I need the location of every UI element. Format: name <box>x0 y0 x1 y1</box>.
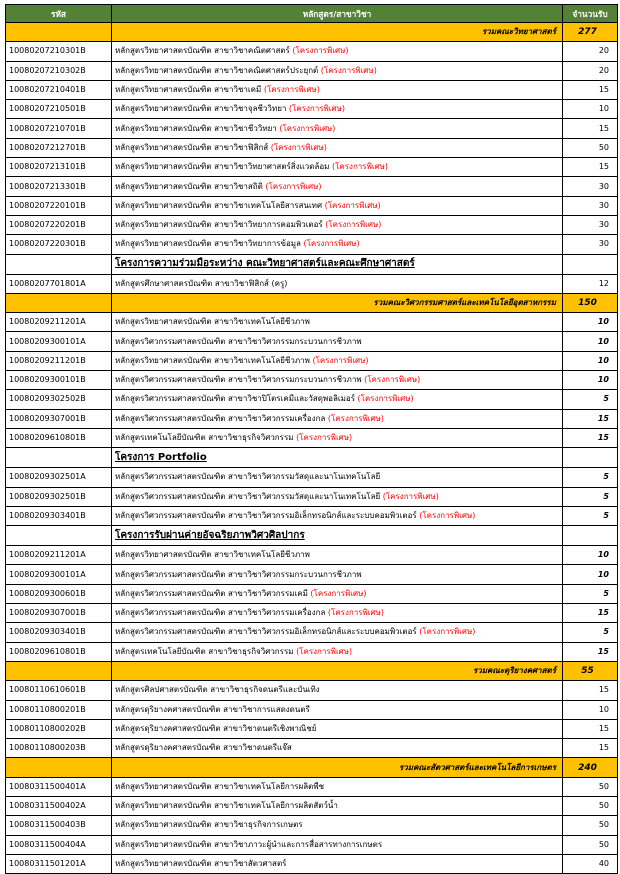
program-name: หลักสูตรวิทยาศาสตรบัณฑิต สาขาวิชาเทคโนโลยีชีวภาพ <box>115 550 310 560</box>
table-header-row <box>6 5 618 23</box>
program-name-cell <box>112 332 563 351</box>
program-name-cell <box>112 61 563 80</box>
program-name-cell <box>112 565 563 584</box>
section-seats-cell <box>563 448 618 468</box>
table-row <box>6 158 618 177</box>
program-name: หลักสูตรวิศวกรรมศาสตรบัณฑิต สาขาวิชาวิศวกรรมอิเล็กทรอนิกส์และระบบคอมพิวเตอร์ <box>115 510 420 520</box>
program-name: หลักสูตรวิศวกรรมศาสตรบัณฑิต สาขาวิชาปิโตรเคมีและวัสดุพอลิเมอร์ <box>115 394 358 404</box>
program-code: 10080311500403B <box>6 816 112 835</box>
seat-count: 15 <box>563 719 618 738</box>
program-code: 10080209300101B <box>6 371 112 390</box>
program-name: หลักสูตรวิทยาศาสตรบัณฑิต สาขาวิชาคณิตศาสตร์ประยุกต์ <box>115 65 321 75</box>
program-name-cell <box>112 42 563 61</box>
table-row <box>6 428 618 447</box>
seat-count: 5 <box>563 487 618 506</box>
total-code-cell <box>6 661 112 680</box>
special-program-tag: (โครงการพิเศษ) <box>296 433 353 443</box>
table-row <box>6 681 618 700</box>
special-program-tag: (โครงการพิเศษ) <box>265 181 322 191</box>
table-row <box>6 332 618 351</box>
table-row <box>6 584 618 603</box>
program-code: 10080209211201A <box>6 313 112 332</box>
program-code: 10080209300101A <box>6 332 112 351</box>
program-code: 10080207213101B <box>6 158 112 177</box>
program-name: หลักสูตรดุริยางคศาสตรบัณฑิต สาขาวิชาดนตรีแจ๊ส <box>115 743 292 753</box>
table-row <box>6 835 618 854</box>
program-name-cell <box>112 546 563 565</box>
section-header-row <box>6 526 618 546</box>
section-title: โครงการ Portfolio <box>112 448 563 468</box>
seat-count: 15 <box>563 642 618 661</box>
program-name-cell <box>112 215 563 234</box>
program-code: 10080209302502B <box>6 390 112 409</box>
program-name-cell <box>112 681 563 700</box>
special-program-tag: (โครงการพิเศษ) <box>364 375 421 385</box>
program-name: หลักสูตรวิทยาศาสตรบัณฑิต สาขาวิชาสัตวศาสตร์ <box>115 859 287 869</box>
seat-count: 40 <box>563 854 618 873</box>
program-code: 10080311501201A <box>6 854 112 873</box>
program-name-cell <box>112 468 563 487</box>
table-row <box>6 719 618 738</box>
table-row <box>6 487 618 506</box>
program-name: หลักสูตรวิทยาศาสตรบัณฑิต สาขาวิชาชีววิทยา <box>115 123 280 133</box>
program-name: หลักสูตรดุริยางคศาสตรบัณฑิต สาขาวิชาการแสดงดนตรี <box>115 704 310 714</box>
table-row <box>6 468 618 487</box>
program-name-cell <box>112 371 563 390</box>
table-row <box>6 100 618 119</box>
seat-count: 15 <box>563 158 618 177</box>
seat-count: 50 <box>563 777 618 796</box>
seat-count: 10 <box>563 371 618 390</box>
special-program-tag: (โครงการพิเศษ) <box>279 123 336 133</box>
seat-count: 15 <box>563 409 618 428</box>
program-name-cell <box>112 623 563 642</box>
seat-count: 15 <box>563 428 618 447</box>
program-name: หลักสูตรศิลปศาสตรบัณฑิต สาขาวิชาธุรกิจดนตรีและบันเทิง <box>115 685 320 695</box>
faculty-total-row <box>6 293 618 312</box>
header-program: หลักสูตร/สาขาวิชา <box>112 5 563 23</box>
program-name: หลักสูตรวิศวกรรมศาสตรบัณฑิต สาขาวิชาวิศวกรรมอิเล็กทรอนิกส์และระบบคอมพิวเตอร์ <box>115 627 420 637</box>
seat-count: 30 <box>563 215 618 234</box>
program-name-cell <box>112 604 563 623</box>
special-program-tag: (โครงการพิเศษ) <box>325 220 382 230</box>
program-name: หลักสูตรวิทยาศาสตรบัณฑิต สาขาวิชาเทคโนโลยีสารสนเทศ <box>115 200 325 210</box>
table-row <box>6 854 618 873</box>
table-row <box>6 642 618 661</box>
program-name: หลักสูตรวิทยาศาสตรบัณฑิต สาขาวิชาเทคโนโลยีการผลิตสัตว์น้ำ <box>115 801 338 811</box>
program-name: หลักสูตรวิทยาศาสตรบัณฑิต สาขาวิชาวิทยาการคอมพิวเตอร์ <box>115 220 326 230</box>
program-code: 10080207220201B <box>6 215 112 234</box>
table-row <box>6 546 618 565</box>
program-name: หลักสูตรวิศวกรรมศาสตรบัณฑิต สาขาวิชาวิศวกรรมกระบวนการชีวภาพ <box>115 569 362 579</box>
program-code: 10080207210401B <box>6 80 112 99</box>
table-row <box>6 816 618 835</box>
seat-count: 12 <box>563 274 618 293</box>
seat-count: 20 <box>563 61 618 80</box>
program-code: 10080209300101A <box>6 565 112 584</box>
section-title: โครงการรับผ่านค่ายอัจฉริยภาพวิศวศิลปากร <box>112 526 563 546</box>
table-row <box>6 119 618 138</box>
program-code: 10080209303401B <box>6 623 112 642</box>
seat-count: 10 <box>563 100 618 119</box>
program-name-cell <box>112 158 563 177</box>
seat-count: 10 <box>563 313 618 332</box>
program-name-cell <box>112 80 563 99</box>
program-name-cell <box>112 642 563 661</box>
program-code: 10080209303401B <box>6 506 112 525</box>
seat-count: 15 <box>563 119 618 138</box>
table-row <box>6 777 618 796</box>
special-program-tag: (โครงการพิเศษ) <box>382 491 439 501</box>
program-name: หลักสูตรวิศวกรรมศาสตรบัณฑิต สาขาวิชาวิศวกรรมวัสดุและนาโนเทคโนโลยี <box>115 472 381 482</box>
special-program-tag: (โครงการพิเศษ) <box>419 510 476 520</box>
program-name: หลักสูตรวิศวกรรมศาสตรบัณฑิต สาขาวิชาวิศวกรรมเครื่องกล <box>115 413 328 423</box>
table-row <box>6 215 618 234</box>
program-name: หลักสูตรวิทยาศาสตรบัณฑิต สาขาวิชาฟิสิกส์ <box>115 142 271 152</box>
special-program-tag: (โครงการพิเศษ) <box>270 142 327 152</box>
program-name: หลักสูตรเทคโนโลยีบัณฑิต สาขาวิชาธุรกิจวิศวกรรม <box>115 433 297 443</box>
seat-count: 20 <box>563 42 618 61</box>
program-name-cell <box>112 351 563 370</box>
program-code: 10080110800202B <box>6 719 112 738</box>
special-program-tag: (โครงการพิเศษ) <box>263 85 320 95</box>
table-row <box>6 506 618 525</box>
program-name-cell <box>112 313 563 332</box>
special-program-tag: (โครงการพิเศษ) <box>292 46 349 56</box>
program-code: 10080207220101B <box>6 196 112 215</box>
faculty-total-label: รวมคณะวิทยาศาสตร์ <box>112 23 563 42</box>
program-name-cell <box>112 739 563 758</box>
table-row <box>6 409 618 428</box>
program-code: 10080209307001B <box>6 604 112 623</box>
program-code: 10080207210302B <box>6 61 112 80</box>
program-name: หลักสูตรวิทยาศาสตรบัณฑิต สาขาวิชาวิทยาการข้อมูล <box>115 239 304 249</box>
admission-table <box>5 4 618 874</box>
program-code: 10080209307001B <box>6 409 112 428</box>
section-header-row <box>6 448 618 468</box>
seat-count: 50 <box>563 138 618 157</box>
program-name-cell <box>112 235 563 254</box>
program-code: 10080207213301B <box>6 177 112 196</box>
table-row <box>6 371 618 390</box>
program-name: หลักสูตรวิทยาศาสตรบัณฑิต สาขาวิชาเทคโนโลยีการผลิตพืช <box>115 781 325 791</box>
program-name: หลักสูตรวิทยาศาสตรบัณฑิต สาขาวิชาจุลชีววิทยา <box>115 104 289 114</box>
program-code: 10080209211201A <box>6 546 112 565</box>
section-title: โครงการความร่วมมือระหว่าง คณะวิทยาศาสตร์และคณะศึกษาศาสตร์ <box>112 254 563 274</box>
table-row <box>6 351 618 370</box>
program-name-cell <box>112 196 563 215</box>
program-code: 10080110610601B <box>6 681 112 700</box>
seat-count: 30 <box>563 196 618 215</box>
program-name-cell <box>112 816 563 835</box>
program-code: 10080209302501B <box>6 487 112 506</box>
special-program-tag: (โครงการพิเศษ) <box>357 394 414 404</box>
seat-count: 10 <box>563 565 618 584</box>
table-body <box>6 23 618 874</box>
faculty-total-row <box>6 661 618 680</box>
faculty-total-value: 150 <box>563 293 618 312</box>
seat-count: 10 <box>563 700 618 719</box>
program-name-cell <box>112 409 563 428</box>
seat-count: 10 <box>563 332 618 351</box>
program-name-cell <box>112 138 563 157</box>
seat-count: 30 <box>563 235 618 254</box>
special-program-tag: (โครงการพิเศษ) <box>324 200 381 210</box>
table-row <box>6 196 618 215</box>
seat-count: 50 <box>563 835 618 854</box>
admission-table-wrapper <box>5 4 617 874</box>
seat-count: 10 <box>563 351 618 370</box>
special-program-tag: (โครงการพิเศษ) <box>327 608 384 618</box>
seat-count: 5 <box>563 390 618 409</box>
faculty-total-value: 240 <box>563 758 618 777</box>
section-code-cell <box>6 448 112 468</box>
program-name-cell <box>112 700 563 719</box>
total-code-cell <box>6 293 112 312</box>
program-code: 10080311500401A <box>6 777 112 796</box>
program-name: หลักสูตรวิทยาศาสตรบัณฑิต สาขาวิชาคณิตศาสตร์ <box>115 46 293 56</box>
special-program-tag: (โครงการพิเศษ) <box>288 104 346 114</box>
faculty-total-value: 277 <box>563 23 618 42</box>
special-program-tag: (โครงการพิเศษ) <box>303 239 360 249</box>
program-name-cell <box>112 719 563 738</box>
seat-count: 50 <box>563 816 618 835</box>
table-row <box>6 177 618 196</box>
table-row <box>6 42 618 61</box>
seat-count: 15 <box>563 681 618 700</box>
table-row <box>6 565 618 584</box>
program-code: 10080311500404A <box>6 835 112 854</box>
program-code: 10080110800201B <box>6 700 112 719</box>
special-program-tag: (โครงการพิเศษ) <box>310 588 367 598</box>
program-name-cell <box>112 796 563 815</box>
program-code: 10080209610801B <box>6 428 112 447</box>
seat-count: 5 <box>563 468 618 487</box>
program-name: หลักสูตรเทคโนโลยีบัณฑิต สาขาวิชาธุรกิจวิศวกรรม <box>115 646 297 656</box>
program-name: หลักสูตรวิทยาศาสตรบัณฑิต สาขาวิชาเทคโนโลยีชีวภาพ <box>115 355 313 365</box>
program-name-cell <box>112 100 563 119</box>
section-code-cell <box>6 526 112 546</box>
program-name: หลักสูตรวิทยาศาสตรบัณฑิต สาขาวิชาสถิติ <box>115 181 266 191</box>
program-name: หลักสูตรวิศวกรรมศาสตรบัณฑิต สาขาวิชาวิศวกรรมวัสดุและนาโนเทคโนโลยี <box>115 491 383 501</box>
program-name: หลักสูตรวิศวกรรมศาสตรบัณฑิต สาขาวิชาวิศวกรรมกระบวนการชีวภาพ <box>115 336 362 346</box>
faculty-total-label: รวมคณะวิศวกรรมศาสตร์และเทคโนโลยีอุตสาหกรรม <box>112 293 563 312</box>
seat-count: 5 <box>563 623 618 642</box>
seat-count: 15 <box>563 739 618 758</box>
program-name-cell <box>112 177 563 196</box>
program-name-cell <box>112 584 563 603</box>
program-name: หลักสูตรวิทยาศาสตรบัณฑิต สาขาวิชาภาวะผู้นำและการสื่อสารทางการเกษตร <box>115 839 383 849</box>
total-code-cell <box>6 23 112 42</box>
seat-count: 5 <box>563 584 618 603</box>
faculty-total-row <box>6 758 618 777</box>
table-row <box>6 604 618 623</box>
special-program-tag: (โครงการพิเศษ) <box>419 627 476 637</box>
table-row <box>6 796 618 815</box>
table-row <box>6 235 618 254</box>
header-seats: จำนวนรับ <box>563 5 618 23</box>
seat-count: 15 <box>563 604 618 623</box>
program-code: 10080110800203B <box>6 739 112 758</box>
program-name: หลักสูตรวิศวกรรมศาสตรบัณฑิต สาขาวิชาวิศวกรรมเครื่องกล <box>115 608 328 618</box>
special-program-tag: (โครงการพิเศษ) <box>296 646 353 656</box>
program-name-cell <box>112 854 563 873</box>
program-code: 10080207210501B <box>6 100 112 119</box>
program-name: หลักสูตรวิศวกรรมศาสตรบัณฑิต สาขาวิชาวิศวกรรมกระบวนการชีวภาพ <box>115 375 365 385</box>
program-name-cell <box>112 835 563 854</box>
section-seats-cell <box>563 254 618 274</box>
program-code: 10080209302501A <box>6 468 112 487</box>
program-name-cell <box>112 487 563 506</box>
section-seats-cell <box>563 526 618 546</box>
table-row <box>6 61 618 80</box>
program-code: 10080209610801B <box>6 642 112 661</box>
table-row <box>6 623 618 642</box>
table-row <box>6 739 618 758</box>
program-code: 10080207701801A <box>6 274 112 293</box>
program-code: 10080209300601B <box>6 584 112 603</box>
table-row <box>6 700 618 719</box>
program-name: หลักสูตรวิทยาศาสตรบัณฑิต สาขาวิชาวิทยาศาสตร์สิ่งแวดล้อม <box>115 162 332 172</box>
program-name-cell <box>112 119 563 138</box>
header-code: รหัส <box>6 5 112 23</box>
program-code: 10080207210301B <box>6 42 112 61</box>
table-row <box>6 80 618 99</box>
program-name: หลักสูตรวิทยาศาสตรบัณฑิต สาขาวิชาเทคโนโลยีชีวภาพ <box>115 317 310 327</box>
seat-count: 10 <box>563 546 618 565</box>
program-name: หลักสูตรวิทยาศาสตรบัณฑิต สาขาวิชาธุรกิจการเกษตร <box>115 820 303 830</box>
special-program-tag: (โครงการพิเศษ) <box>320 65 377 75</box>
special-program-tag: (โครงการพิเศษ) <box>312 355 369 365</box>
program-name-cell <box>112 428 563 447</box>
seat-count: 5 <box>563 506 618 525</box>
special-program-tag: (โครงการพิเศษ) <box>327 413 384 423</box>
program-code: 10080209211201B <box>6 351 112 370</box>
program-name-cell <box>112 506 563 525</box>
total-code-cell <box>6 758 112 777</box>
program-code: 10080207210701B <box>6 119 112 138</box>
program-name: หลักสูตรวิทยาศาสตรบัณฑิต สาขาวิชาเคมี <box>115 85 264 95</box>
program-name-cell <box>112 777 563 796</box>
table-row <box>6 274 618 293</box>
program-name: หลักสูตรวิศวกรรมศาสตรบัณฑิต สาขาวิชาวิศวกรรมเคมี <box>115 588 311 598</box>
faculty-total-label: รวมคณะดุริยางคศาสตร์ <box>112 661 563 680</box>
section-code-cell <box>6 254 112 274</box>
table-row <box>6 390 618 409</box>
table-row <box>6 138 618 157</box>
faculty-total-value: 55 <box>563 661 618 680</box>
table-row <box>6 313 618 332</box>
faculty-total-row <box>6 23 618 42</box>
special-program-tag: (โครงการพิเศษ) <box>331 162 389 172</box>
program-name-cell <box>112 390 563 409</box>
program-name-cell <box>112 274 563 293</box>
seat-count: 50 <box>563 796 618 815</box>
program-code: 10080207220301B <box>6 235 112 254</box>
faculty-total-label: รวมคณะสัตวศาสตร์และเทคโนโลยีการเกษตร <box>112 758 563 777</box>
seat-count: 15 <box>563 80 618 99</box>
seat-count: 30 <box>563 177 618 196</box>
program-code: 10080207212701B <box>6 138 112 157</box>
program-code: 10080311500402A <box>6 796 112 815</box>
section-header-row <box>6 254 618 274</box>
program-name: หลักสูตรดุริยางคศาสตรบัณฑิต สาขาวิชาดนตรีเชิงพาณิชย์ <box>115 723 317 733</box>
program-name: หลักสูตรศึกษาศาสตรบัณฑิต สาขาวิชาฟิสิกส์ (ครู) <box>115 278 288 288</box>
